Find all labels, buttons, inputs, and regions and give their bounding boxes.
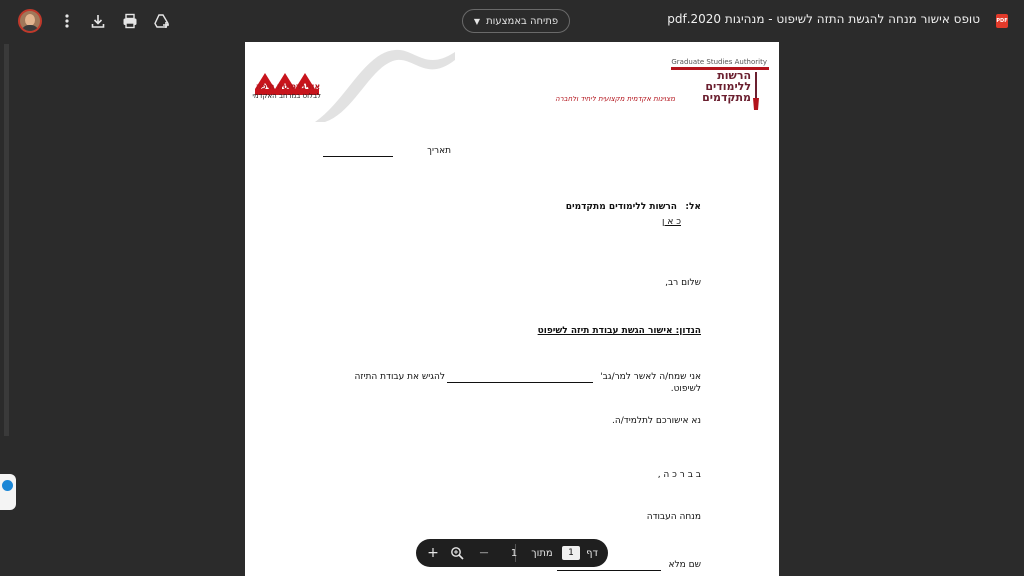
page-label: דף [586, 547, 598, 559]
to-recipient: הרשות ללימודים מתקדמים [565, 202, 677, 212]
caret-down-icon: ▼ [473, 16, 481, 26]
print-icon[interactable] [121, 12, 139, 30]
body-line1-start: אני שמח/ה לאשר למר/גב' [600, 372, 701, 382]
open-with-button[interactable] [462, 9, 570, 33]
download-icon[interactable] [89, 12, 107, 30]
university-name: אוניברסיטת חיפה [255, 82, 321, 91]
pdf-page [245, 42, 779, 576]
add-to-drive-icon[interactable] [153, 12, 171, 30]
approval-request: נא אישורכם לתלמיד/ה. [612, 416, 701, 426]
zoom-fit-button[interactable] [448, 544, 466, 562]
page-zoom-bar [416, 539, 608, 567]
open-with-label: פתיחה באמצעות [486, 15, 559, 27]
to-label: אל: [685, 202, 701, 212]
tassel-icon [753, 72, 759, 110]
gsa-hebrew-name: הרשות ללימודים מתקדמים [702, 69, 751, 104]
magnifier-icon [450, 546, 464, 560]
full-name-blank [557, 569, 661, 571]
gsa-slogan: מצוינות אקדמית מקצועית ליחיד ולחברה [555, 95, 675, 103]
body-line1-end: להגיש את עבודת התיזה [354, 372, 445, 382]
date-label: תאריך [427, 146, 451, 156]
top-toolbar [0, 0, 1024, 42]
zoom-out-button[interactable]: — [479, 548, 489, 558]
more-options-icon[interactable] [58, 12, 76, 30]
decorative-swoosh [315, 42, 455, 122]
current-page-field[interactable] [560, 544, 582, 562]
to-location: כ א ן [662, 217, 681, 227]
document-title: טופס אישור מנחה להגשת התזה לשיפוט - מנהיגות 2020.pdf [667, 12, 980, 26]
user-avatar[interactable] [18, 9, 42, 33]
current-page-value: 1 [562, 546, 580, 560]
extension-icon [2, 480, 13, 491]
left-scrollbar[interactable] [4, 44, 9, 436]
zoom-in-button[interactable]: + [427, 545, 439, 561]
of-label: מתוך [531, 547, 553, 559]
regards: ב ב ר כ ה , [657, 470, 701, 480]
total-pages: 1 [510, 547, 518, 559]
greeting: שלום רב, [665, 278, 701, 288]
university-tagline: לבלוט במרחב האקדמי [252, 92, 321, 100]
full-name-label: שם מלא [668, 560, 701, 570]
date-blank [323, 155, 393, 157]
subject-line: הנדון: אישור הגשת עבודת תיזה לשיפוט [537, 326, 701, 336]
student-name-blank [447, 381, 593, 383]
supervisor-label: מנחה העבודה [646, 512, 701, 522]
side-extension-tab[interactable] [0, 474, 16, 510]
pdf-file-icon: PDF [996, 14, 1008, 28]
gsa-english-name: Graduate Studies Authority [671, 58, 767, 66]
body-line2: לשיפוט. [670, 384, 701, 394]
